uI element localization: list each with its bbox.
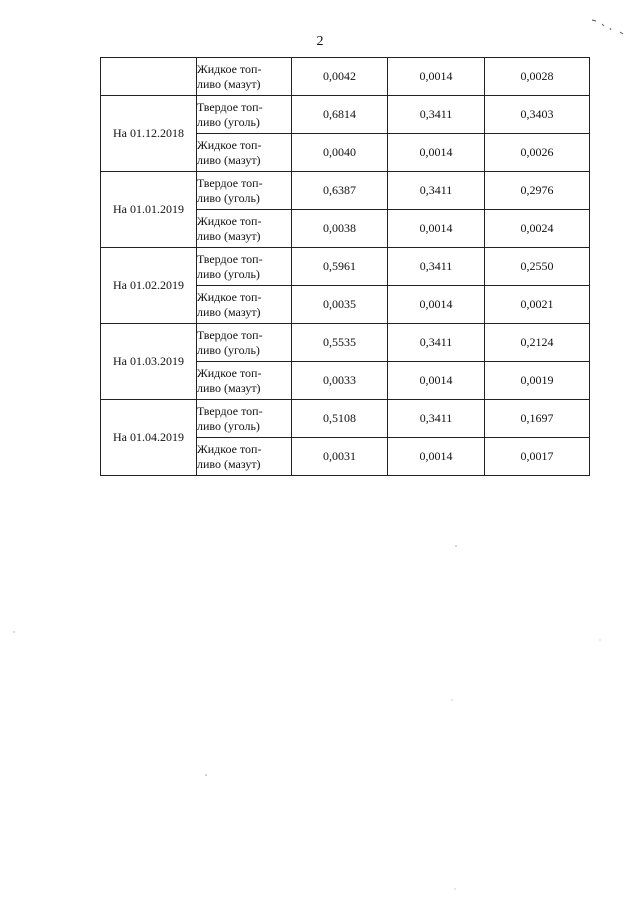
value-cell: 0,0014 [388, 286, 485, 324]
fuel-type-cell [197, 248, 292, 286]
fuel-type-line: Твердое топ- [197, 99, 263, 114]
date-cell: На 01.04.2019 [101, 400, 197, 476]
fuel-type-line: Жидкое топ- [197, 365, 262, 380]
fuel-type-line: ливо (уголь) [197, 342, 260, 357]
fuel-type-line: Твердое топ- [197, 251, 263, 266]
fuel-type-line: Жидкое топ- [197, 441, 262, 456]
fuel-type-line: Жидкое топ- [197, 61, 262, 76]
fuel-type-line: ливо (мазут) [197, 228, 261, 243]
fuel-type-cell [197, 210, 292, 248]
fuel-type-line: ливо (мазут) [197, 304, 261, 319]
fuel-type-line: ливо (мазут) [197, 76, 261, 91]
date-cell: На 01.02.2019 [101, 248, 197, 324]
value-cell: 0,2124 [485, 324, 590, 362]
value-cell: 0,0017 [485, 438, 590, 476]
table-row [101, 248, 590, 286]
value-cell: 0,0014 [388, 438, 485, 476]
fuel-reserve-table [100, 57, 590, 476]
fuel-type-cell [197, 58, 292, 96]
fuel-type-cell [197, 286, 292, 324]
fuel-type-line: ливо (уголь) [197, 266, 260, 281]
value-cell: 0,0026 [485, 134, 590, 172]
value-cell: 0,0035 [292, 286, 388, 324]
value-cell: 0,0014 [388, 58, 485, 96]
value-cell: 0,0038 [292, 210, 388, 248]
fuel-type-cell [197, 96, 292, 134]
fuel-type-line: Твердое топ- [197, 175, 263, 190]
date-cell: На 01.12.2018 [101, 96, 197, 172]
fuel-type-cell [197, 438, 292, 476]
value-cell: 0,0024 [485, 210, 590, 248]
table-row [101, 400, 590, 438]
value-cell: 0,0014 [388, 210, 485, 248]
fuel-type-line: ливо (мазут) [197, 152, 261, 167]
value-cell: 0,0040 [292, 134, 388, 172]
value-cell: 0,6387 [292, 172, 388, 210]
fuel-type-line: ливо (уголь) [197, 418, 260, 433]
fuel-type-line: Жидкое топ- [197, 137, 262, 152]
table-row [101, 172, 590, 210]
value-cell: 0,6814 [292, 96, 388, 134]
value-cell: 0,1697 [485, 400, 590, 438]
date-cell: На 01.01.2019 [101, 172, 197, 248]
value-cell: 0,0031 [292, 438, 388, 476]
fuel-type-cell [197, 400, 292, 438]
fuel-type-cell [197, 362, 292, 400]
value-cell: 0,3411 [388, 248, 485, 286]
table-row [101, 58, 590, 96]
fuel-type-line: Жидкое топ- [197, 213, 262, 228]
value-cell: 0,0021 [485, 286, 590, 324]
value-cell: 0,3403 [485, 96, 590, 134]
value-cell: 0,3411 [388, 324, 485, 362]
value-cell: 0,0042 [292, 58, 388, 96]
value-cell: 0,0014 [388, 134, 485, 172]
table-row [101, 96, 590, 134]
date-cell [101, 58, 197, 96]
page-number: 2 [316, 34, 324, 49]
fuel-type-cell [197, 172, 292, 210]
fuel-type-line: Твердое топ- [197, 327, 263, 342]
table-row [101, 324, 590, 362]
value-cell: 0,2550 [485, 248, 590, 286]
value-cell: 0,0033 [292, 362, 388, 400]
value-cell: 0,3411 [388, 96, 485, 134]
value-cell: 0,5961 [292, 248, 388, 286]
value-cell: 0,5535 [292, 324, 388, 362]
date-cell: На 01.03.2019 [101, 324, 197, 400]
fuel-type-cell [197, 134, 292, 172]
value-cell: 0,0019 [485, 362, 590, 400]
fuel-type-line: ливо (уголь) [197, 114, 260, 129]
scan-marks [590, 16, 630, 38]
fuel-type-cell [197, 324, 292, 362]
fuel-type-line: Твердое топ- [197, 403, 263, 418]
value-cell: 0,5108 [292, 400, 388, 438]
fuel-type-line: Жидкое топ- [197, 289, 262, 304]
value-cell: 0,0028 [485, 58, 590, 96]
value-cell: 0,3411 [388, 172, 485, 210]
fuel-type-line: ливо (мазут) [197, 456, 261, 471]
value-cell: 0,0014 [388, 362, 485, 400]
fuel-type-line: ливо (уголь) [197, 190, 260, 205]
value-cell: 0,2976 [485, 172, 590, 210]
value-cell: 0,3411 [388, 400, 485, 438]
fuel-type-line: ливо (мазут) [197, 380, 261, 395]
